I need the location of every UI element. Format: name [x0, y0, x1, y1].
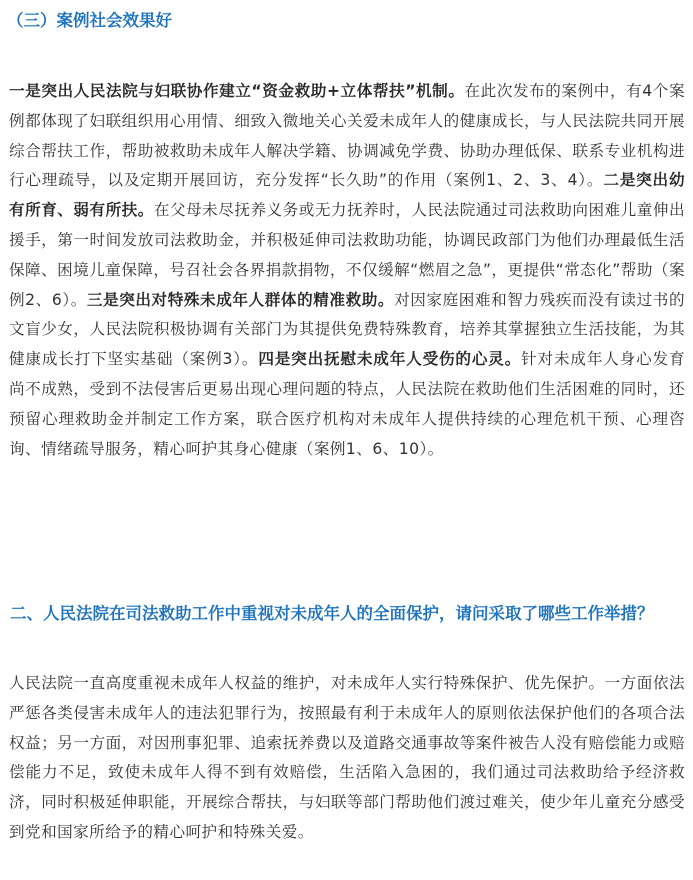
point-three-title: 三是突出对特殊未成年人群体的精准救助。	[86, 290, 395, 309]
point-two-text: 在父母未尽抚养义务或无力抚养时，人民法院通过司法救助向困难儿童伸出援手，第一时间发放司法救助金，并积极延伸司法救助功能，协调民政部门为他们办理最低生活保障、困境儿童保障，号召社会各界捐款捐物，不仅缓解“燃眉之急”，更提供“常态化”帮助（案例2、6）。	[9, 201, 685, 309]
section-paragraph	[9, 77, 685, 464]
point-two-title: 二是突出幼有所育、弱有所扶。	[9, 171, 685, 220]
point-one-text: 在此次发布的案例中，有4个案例都体现了妇联组织用心用情、细致入微地关心关爱未成年人的健康成长，与人民法院共同开展综合帮扶工作，帮助被救助未成年人解决学籍、协调减免学费、协助办理低保、联系专业机构进行心理疏导，以及定期开展回访，充分发挥“长久助”的作用（案例1、2、3、4）。	[9, 82, 685, 190]
point-one-title: 一是突出人民法院与妇联协作建立“资金救助+立体帮扶”机制。	[9, 82, 465, 100]
point-three-text: 对因家庭困难和智力残疾而没有读过书的文盲少女，人民法院积极协调有关部门为其提供免费特殊教育，培养其掌握独立生活技能，为其健康成长打下坚实基础（案例3）。	[9, 290, 685, 369]
answer-paragraph: 人民法院一直高度重视未成年人权益的维护，对未成年人实行特殊保护、优先保护。一方面依法严惩各类侵害未成年人的违法犯罪行为，按照最有利于未成年人的原则依法保护他们的各项合法权益；另一方面，对因刑事犯罪、追索抚养费以及道路交通事故等案件被告人没有赔偿能力或赔偿能力不足，致使未成年人得不到有效赔偿，生活陷入急困的，我们通过司法救助给予经济救济，同时积极延伸职能，开展综合帮扶，与妇联等部门帮助他们渡过难关，使少年儿童充分感受到党和国家所给予的精心呵护和特殊关爱。	[9, 674, 685, 841]
section-heading: （三）案例社会效果好	[7, 11, 172, 30]
point-four-title: 四是突出抚慰未成年人受伤的心灵。	[258, 350, 522, 369]
point-four-text: 针对未成年人身心发育尚不成熟，受到不法侵害后更易出现心理问题的特点，人民法院在救助他们生活困难的同时，还预留心理救助金并制定工作方案，联合医疗机构对未成年人提供持续的心理危机干预、心理咨询、情绪疏导服务，精心呵护其身心健康（案例1、6、10）。	[9, 350, 685, 458]
question-heading: 二、人民法院在司法救助工作中重视对未成年人的全面保护，请问采取了哪些工作举措？	[10, 604, 654, 623]
